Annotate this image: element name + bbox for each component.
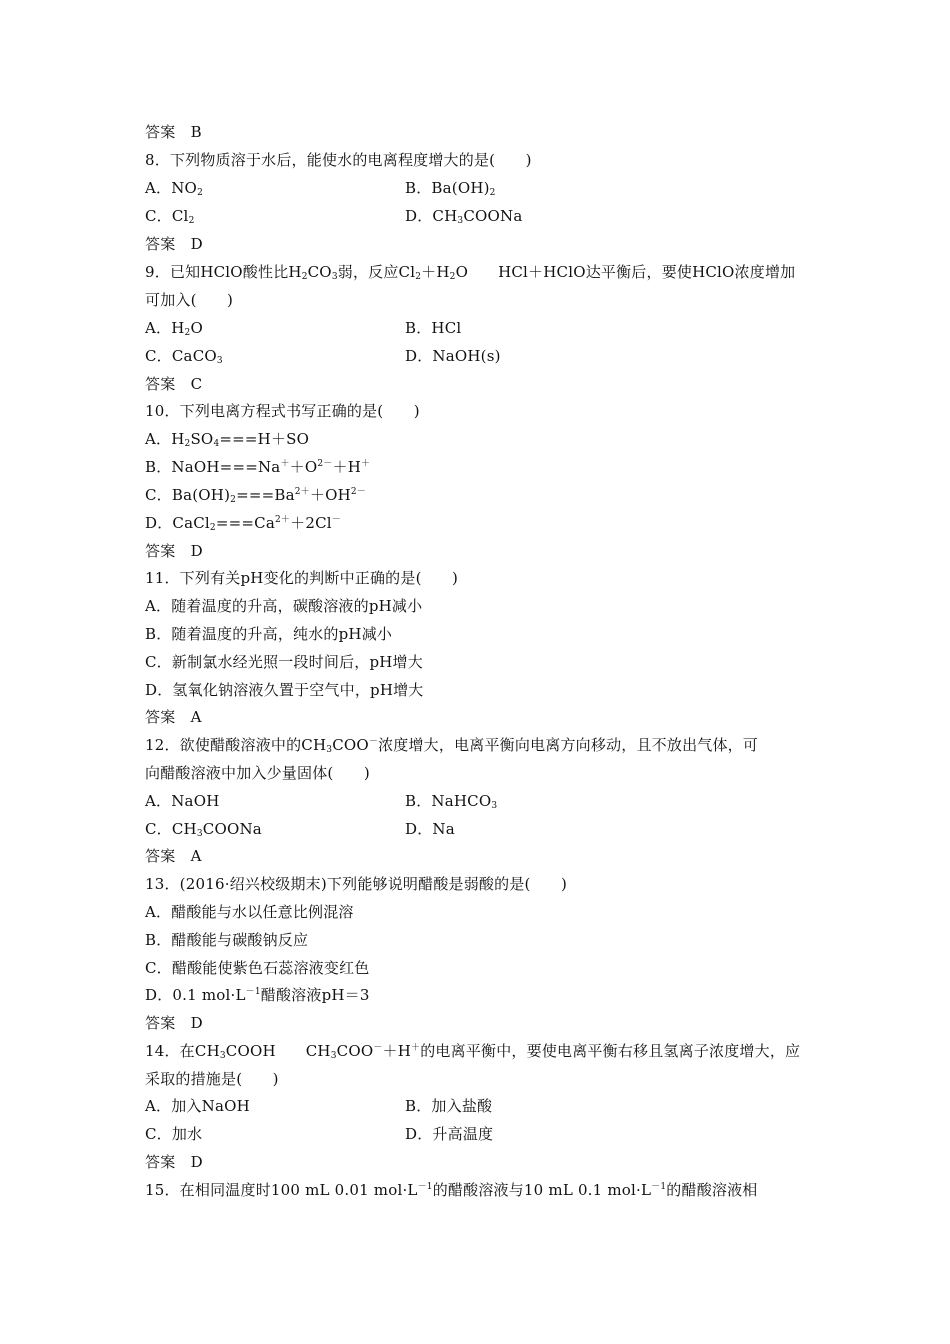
q8-option-c: C．$Cl_2$ bbox=[145, 207, 195, 226]
q10-option-a: A．$H_2SO_4===H+SO$ bbox=[145, 430, 310, 449]
answer-10: 答案 D bbox=[145, 542, 203, 560]
q9-option-d: D．NaOH(s) bbox=[405, 347, 501, 365]
question-14: 14．在$CH_3COOH$ $CH_3COO^-+H^+$的电离平衡中，要使电离平衡右移且氢离子浓度增大，应 bbox=[145, 1042, 801, 1061]
question-15: 15．在相同温度时100 mL 0.01 $mol\cdot L^{-1}$的醋酸溶液与10 mL 0.1 $mol\cdot L^{-1}$的醋酸溶液相 bbox=[145, 1181, 758, 1199]
q10-option-b: B．$NaOH===Na^++O^{2-}+H^+$ bbox=[145, 458, 371, 476]
q11-option-a: A．随着温度的升高，碳酸溶液的pH减小 bbox=[145, 597, 423, 615]
answer-8: 答案 D bbox=[145, 235, 203, 253]
answer-9: 答案 C bbox=[145, 375, 203, 393]
q8-option-a: A．$NO_2$ bbox=[145, 179, 203, 198]
question-9-line2: 可加入( ) bbox=[145, 291, 234, 309]
q13-option-b: B．醋酸能与碳酸钠反应 bbox=[145, 931, 309, 949]
q12-option-a: A．NaOH bbox=[145, 792, 220, 810]
question-8: 8．下列物质溶于水后，能使水的电离程度增大的是( ) bbox=[145, 151, 532, 169]
q12-option-d: D．Na bbox=[405, 820, 455, 838]
q9-option-a: A．$H_2O$ bbox=[145, 319, 203, 338]
question-14-line2: 采取的措施是( ) bbox=[145, 1070, 279, 1088]
q13-option-c: C．醋酸能使紫色石蕊溶液变红色 bbox=[145, 959, 370, 977]
q13-option-a: A．醋酸能与水以任意比例混溶 bbox=[145, 903, 354, 921]
answer-12: 答案 A bbox=[145, 847, 202, 865]
q9-option-b: B．HCl bbox=[405, 319, 462, 337]
q14-option-a: A．加入NaOH bbox=[145, 1097, 250, 1115]
question-9: 9．已知HClO酸性比$H_2CO_3$弱，反应$Cl_2+H_2O$ HCl＋HClO达平衡后，要使HClO浓度增加 bbox=[145, 263, 796, 282]
answer-14: 答案 D bbox=[145, 1153, 203, 1171]
q14-option-d: D．升高温度 bbox=[405, 1125, 494, 1143]
answer-7: 答案 B bbox=[145, 123, 202, 141]
answer-13: 答案 D bbox=[145, 1014, 203, 1032]
question-12: 12．欲使醋酸溶液中的$CH_3COO^-$浓度增大，电离平衡向电离方向移动，且不放出气体，可 bbox=[145, 736, 759, 755]
q8-option-b: B．$Ba(OH)_2$ bbox=[405, 179, 496, 198]
q10-option-c: C．$Ba(OH)_2===Ba^{2+}+OH^{2-}$ bbox=[145, 486, 367, 505]
q11-option-c: C．新制氯水经光照一段时间后，pH增大 bbox=[145, 653, 423, 671]
q12-option-c: C．$CH_3COONa$ bbox=[145, 820, 262, 839]
q11-option-b: B．随着温度的升高，纯水的pH减小 bbox=[145, 625, 393, 643]
q9-option-c: C．CaCO$_3$ bbox=[145, 347, 223, 366]
q14-option-b: B．加入盐酸 bbox=[405, 1097, 493, 1115]
q12-option-b: B．NaHCO$_3$ bbox=[405, 792, 498, 811]
question-12-line2: 向醋酸溶液中加入少量固体( ) bbox=[145, 764, 370, 782]
q10-option-d: D．$CaCl_2===Ca^{2+}+2Cl^-$ bbox=[145, 514, 341, 533]
q11-option-d: D．氢氧化钠溶液久置于空气中，pH增大 bbox=[145, 681, 424, 699]
q13-option-d: D．0.1 $mol\cdot L^{-1}$醋酸溶液pH＝3 bbox=[145, 986, 370, 1004]
answer-11: 答案 A bbox=[145, 708, 202, 726]
question-11: 11．下列有关pH变化的判断中正确的是( ) bbox=[145, 569, 459, 587]
q8-option-d: D．$CH_3COONa$ bbox=[405, 207, 523, 226]
q14-option-c: C．加水 bbox=[145, 1125, 203, 1143]
question-13: 13．(2016·绍兴校级期末)下列能够说明醋酸是弱酸的是( ) bbox=[145, 875, 568, 893]
question-10: 10．下列电离方程式书写正确的是( ) bbox=[145, 402, 420, 420]
